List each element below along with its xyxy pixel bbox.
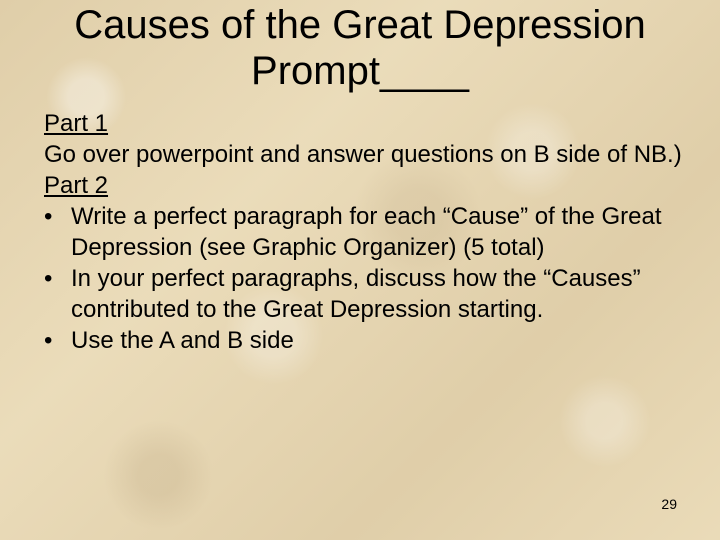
slide-content [44,108,684,356]
slide-title [0,2,720,94]
bullet-item-2: • In your perfect paragraphs, discuss how the “Causes” contributed to the Great Depression starting. [44,263,684,325]
part-2-bullet-list [44,201,684,356]
part-2-heading: Part 2 [44,172,109,199]
slide-title-line-1: Causes of the Great Depression [74,3,646,47]
part-1-text: Go over powerpoint and answer questions on B side of NB.) [44,141,682,168]
bullet-item-1: • Write a perfect paragraph for each “Cause” of the Great Depression (see Graphic Organizer) (5 total) [44,201,684,263]
slide-title-line-2: Prompt____ [251,49,469,93]
bullet-item-3: • Use the A and B side [44,325,684,356]
part-1-heading: Part 1 [44,110,109,137]
page-number: 29 [661,496,677,512]
